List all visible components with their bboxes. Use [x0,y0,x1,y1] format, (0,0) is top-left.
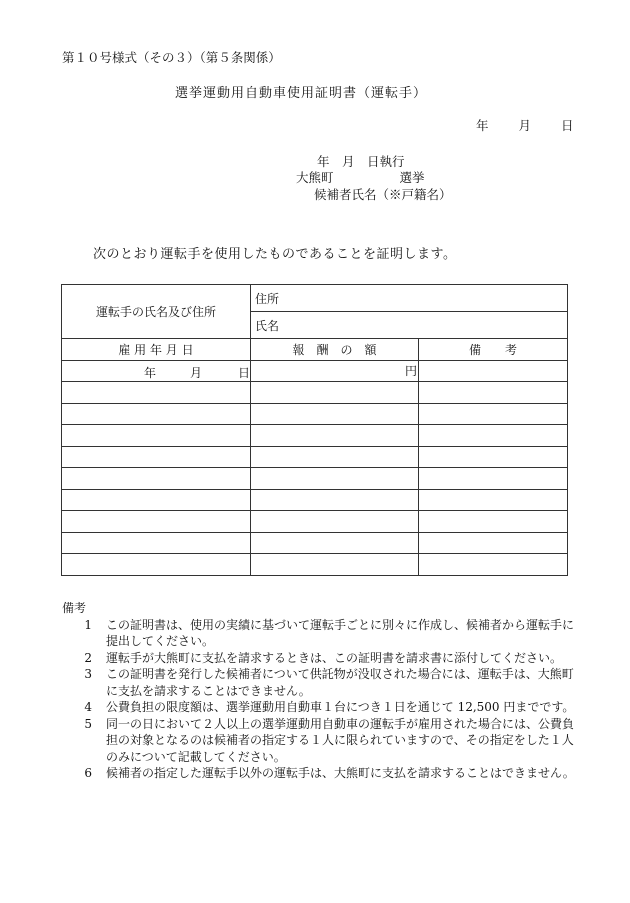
notes-heading: 備考 [62,601,87,615]
certificate-table [61,284,568,576]
employment-date-cell[interactable] [62,425,251,447]
election-label: 選挙 [399,170,425,185]
remarks-cell[interactable] [419,425,568,447]
employment-date-cell[interactable] [62,489,251,511]
table-row [62,554,568,576]
employment-date-cell[interactable] [62,446,251,468]
note-number: 4 [84,700,92,714]
remuneration-cell[interactable] [251,554,419,576]
remuneration-cell[interactable] [251,532,419,554]
notes-section [62,600,582,782]
header-employment-date: 雇 用 年 月 日 [62,339,251,361]
note-item [62,765,582,782]
certification-statement: 次のとおり運転手を使用したものであることを証明します。 [93,247,457,262]
table-row [62,489,568,511]
note-text: 同一の日において２人以上の選挙運動用自動車の運転手が雇用された場合には、公費負担の対象となるのは候補者の指定する１人に限られていますので、その指定をした１人のみについて記載してください。 [106,716,575,764]
employment-date-cell[interactable] [62,511,251,533]
remuneration-cell[interactable] [251,382,419,404]
note-text: この証明書を発行した候補者について供託物が没収された場合には、運転手は、大熊町に支払を請求することはできません。 [106,667,574,698]
form-number: 第１０号様式（その３）（第５条関係） [62,50,281,65]
note-number: 3 [84,667,92,681]
note-number: 5 [84,716,92,731]
note-number: 6 [84,766,92,780]
document-title: 選挙運動用自動車使用証明書（運転手） [175,86,428,101]
remuneration-cell[interactable] [251,425,419,447]
employment-date-cell[interactable] [62,360,251,382]
remuneration-cell[interactable] [251,468,419,490]
remarks-cell[interactable] [419,468,568,490]
remarks-cell[interactable] [419,532,568,554]
remuneration-cell[interactable] [251,511,419,533]
note-item [62,650,582,667]
remarks-cell[interactable] [419,403,568,425]
remarks-cell[interactable] [419,382,568,404]
header-remuneration: 報 酬 の 額 [251,339,419,361]
remarks-cell[interactable] [419,489,568,511]
date-day: 日 [561,118,574,133]
table-row [62,532,568,554]
table-row [62,468,568,490]
employment-date-cell[interactable] [62,382,251,404]
execution-date: 年 月 日執行 [317,154,405,169]
table-row [62,382,568,404]
note-item [62,617,582,650]
note-item [62,666,582,699]
employment-date-cell[interactable] [62,403,251,425]
candidate-name-label: 候補者氏名（※戸籍名） [314,187,452,202]
table-row [62,446,568,468]
table-row [62,403,568,425]
header-remarks: 備 考 [419,339,568,361]
remuneration-cell[interactable]: 円 [251,360,419,382]
note-text: この証明書は、使用の実績に基づいて運転手ごとに別々に作成し、候補者から運転手に提出してください。 [106,617,575,648]
date-year: 年 [476,118,489,133]
driver-label: 運転手の氏名及び住所 [62,285,251,339]
name-field[interactable]: 氏名 [251,312,568,339]
employment-date-cell[interactable] [62,532,251,554]
cell-year: 年 [144,365,157,380]
note-text: 公費負担の限度額は、選挙運動用自動車１台につき１日を通じて 12,500 円までです。 [106,700,575,714]
note-number: 2 [84,650,92,665]
date-month: 月 [518,118,532,133]
table-row [62,360,568,382]
table-header-row [62,339,568,361]
note-item [62,716,582,766]
remuneration-cell[interactable] [251,446,419,468]
cell-month: 月 [190,365,203,380]
table-row [62,511,568,533]
election-line [296,168,425,186]
remuneration-cell[interactable] [251,489,419,511]
remarks-cell[interactable] [419,360,568,382]
address-field[interactable]: 住所 [251,285,568,312]
employment-date-cell[interactable] [62,554,251,576]
table-row [62,425,568,447]
employment-date-cell[interactable] [62,468,251,490]
remuneration-cell[interactable] [251,403,419,425]
remarks-cell[interactable] [419,554,568,576]
address-row [62,285,568,312]
remarks-cell[interactable] [419,511,568,533]
note-text: 候補者の指定した運転手以外の運転手は、大熊町に支払を請求することはできません。 [106,766,575,780]
note-number: 1 [84,617,92,632]
note-item [62,699,582,716]
issue-date [476,116,574,134]
cell-day: 日 [238,365,251,380]
remarks-cell[interactable] [419,446,568,468]
note-text: 運転手が大熊町に支払を請求するときは、この証明書を請求書に添付してください。 [106,650,563,665]
town-name: 大熊町 [296,170,334,185]
